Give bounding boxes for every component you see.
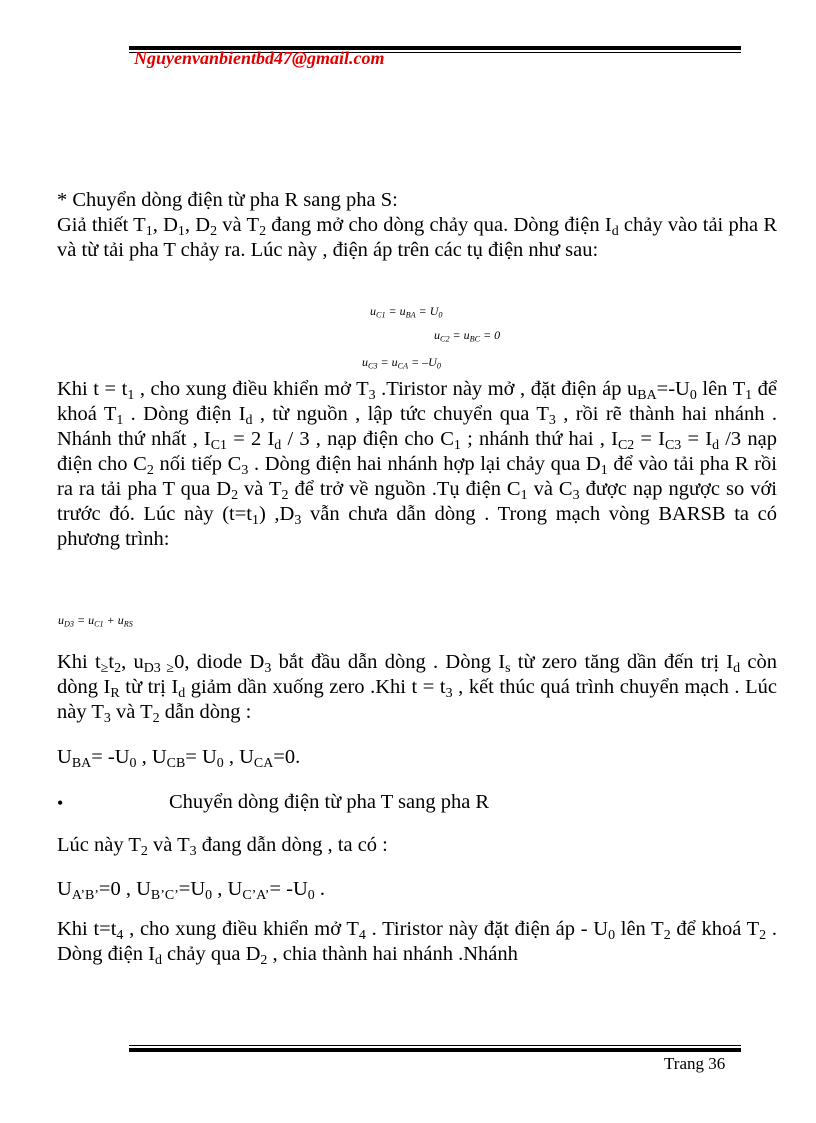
section-1-block (57, 188, 777, 263)
paragraph-khi-t1: Khi $t = t_1$ , cho xung điều khiển mở $T_3$ .Tiristor này mở , đặt điện áp $u_{BA}=-U_0$ lên $T_1$ để khoá $T_1$ . Dòng điện $I_d$ , từ nguồn , lập tức chuyển qua $T_3$ , rồi rẽ thành hai nhánh . Nhánh thứ nhất , $I_{C1} = 2$ $I_d / 3$ , nạp điện cho $C_1$ ; nhánh thứ hai , $I_{C2} = I_{C3} = I_d$ /3 nạp điện cho $C_2$ nối tiếp $C_3$ . Dòng điện hai nhánh hợp lại chảy qua $D_1$ để vào tải pha R rồi ra ra tải pha T qua $D_2$ và $T_2$ để trở về nguồn .Tụ điện $C_1$ và $C_3$ được nạp ngược so với trước đó. Lúc này $(t=t_1)$ $,D_3$ vẫn chưa dẫn dòng . Trong mạch vòng BARSB ta có phương trình: (57, 378, 778, 550)
equation-ud3: $u_{D3} = u_{C1} + u_{RS}$ (58, 613, 133, 629)
footer-rule-thick (129, 1048, 741, 1052)
section-2-title: Chuyển dòng điện từ pha T sang pha R (169, 791, 490, 813)
footer-rule-thin (129, 1045, 741, 1046)
section-2-line-2: $U_{A’B’}=0$ , $U_{B’C’}=U_0$ , $U_{C’A’}= -U_0$ . (57, 878, 325, 903)
section-2-khi-t4: Khi $t=t_4$ , cho xung điều khiển mở $T_4$ . Tiristor này đặt điện áp - $U_0$ lên $T_2$ để khoá $T_2$ . Dòng điện $I_d$ chảy qua $D_2$ , chia thành hai nhánh .Nhánh (57, 918, 777, 968)
equation-uc1: $u_{C1} = u_{BA} = U_0$ (370, 304, 443, 320)
section-2-line-1: Lúc này $T_2$ và $T_3$ đang dẫn dòng , ta có : (57, 834, 388, 859)
header-email: Nguyenvanbientbd47@gmail.com (134, 48, 385, 68)
page-number: Trang 36 (664, 1054, 726, 1073)
section-2-bullet: • (57, 793, 64, 813)
voltages-line: $U_{BA}= -U_0$ , $U_{CB}= U_0$ , $U_{CA}=0$. (57, 746, 301, 771)
equation-uc2: $u_{C2} = u_{BC} = 0$ (434, 328, 501, 344)
paragraph-khi-t2: Khi $t_\ge t_2$, $u_{D3 \ge}0$, diode $D_3$ bắt đầu dẫn dòng . Dòng $I_s$ từ zero tăng dần đến trị $I_d$ còn dòng $I_R$ từ trị $I_d$ giảm dần xuống zero .Khi $t = t_3$ , kết thúc quá trình chuyển mạch . Lúc này $T_3$ và $T_2$ dẫn dòng : (57, 651, 777, 726)
section-1-title: * Chuyển dòng điện từ pha R sang pha S: (57, 189, 398, 211)
equation-uc3: $u_{C3} = u_{CA} = -U_0$ (362, 355, 441, 371)
intro-paragraph: Giả thiết $T_1$, $D_1$, $D_2$ và $T_2$ đang mở cho dòng chảy qua. Dòng điện $I_d$ chảy vào tải pha R và từ tải pha T chảy ra. Lúc này , điện áp trên các tụ điện như sau: (57, 214, 778, 261)
